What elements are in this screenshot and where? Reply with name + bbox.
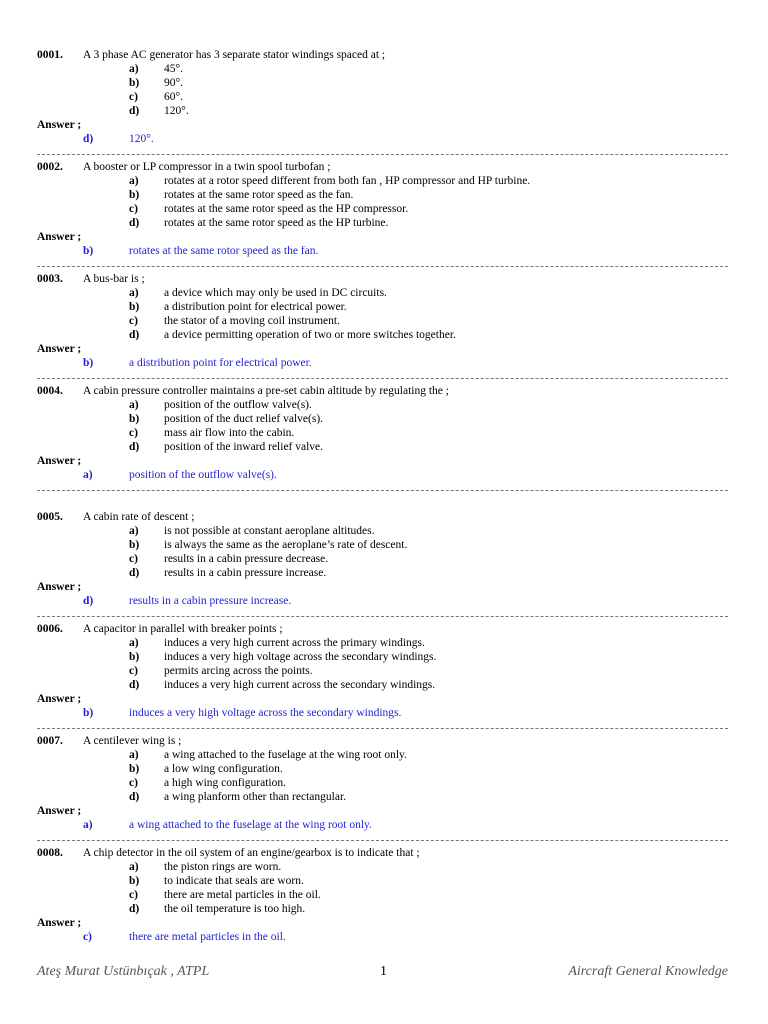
question-number: 0007. [37, 735, 63, 747]
answer-label: Answer ; [37, 693, 82, 705]
option-text: a device permitting operation of two or more switches together. [164, 329, 456, 341]
question-number: 0006. [37, 623, 63, 635]
answer-letter: a) [83, 469, 93, 481]
footer-subject: Aircraft General Knowledge [568, 964, 728, 979]
question-number: 0008. [37, 847, 63, 859]
question-text: A bus-bar is ; [83, 273, 145, 285]
option-text: a distribution point for electrical power. [164, 301, 347, 313]
option-letter: b) [129, 413, 140, 425]
answer-label: Answer ; [37, 119, 82, 131]
option-letter: a) [129, 63, 139, 75]
divider [37, 266, 728, 267]
option-text: induces a very high voltage across the secondary windings. [164, 651, 437, 663]
option-text: position of the duct relief valve(s). [164, 413, 324, 425]
option-text: mass air flow into the cabin. [164, 427, 295, 439]
option-letter: c) [129, 203, 138, 215]
answer-text: induces a very high voltage across the secondary windings. [129, 707, 402, 719]
option-text: permits arcing across the points. [164, 665, 313, 677]
option-text: 90°. [164, 77, 183, 89]
option-letter: c) [129, 889, 138, 901]
question-number: 0002. [37, 161, 63, 173]
option-letter: c) [129, 665, 138, 677]
option-letter: b) [129, 301, 140, 313]
answer-letter: d) [83, 595, 94, 607]
option-text: there are metal particles in the oil. [164, 889, 321, 901]
option-letter: b) [129, 875, 140, 887]
question-0007 [37, 734, 728, 832]
option-letter: d) [129, 441, 140, 453]
divider [37, 840, 728, 841]
question-number: 0004. [37, 385, 63, 397]
option-text: the stator of a moving coil instrument. [164, 315, 340, 327]
page-footer [37, 964, 728, 984]
option-letter: b) [129, 763, 140, 775]
option-letter: a) [129, 399, 139, 411]
option-text: 120°. [164, 105, 189, 117]
question-text: A cabin rate of descent ; [83, 511, 195, 523]
option-text: the oil temperature is too high. [164, 903, 306, 915]
divider [37, 490, 728, 491]
option-text: rotates at a rotor speed different from both fan , HP compressor and HP turbine. [164, 175, 531, 187]
answer-letter: d) [83, 133, 94, 145]
option-letter: c) [129, 427, 138, 439]
question-0006 [37, 622, 728, 720]
question-text: A centilever wing is ; [83, 735, 182, 747]
option-text: induces a very high current across the secondary windings. [164, 679, 436, 691]
option-text: a low wing configuration. [164, 763, 283, 775]
option-letter: c) [129, 777, 138, 789]
question-0001 [37, 48, 728, 146]
answer-label: Answer ; [37, 805, 82, 817]
answer-label: Answer ; [37, 231, 82, 243]
option-letter: b) [129, 77, 140, 89]
option-letter: c) [129, 553, 138, 565]
question-number: 0005. [37, 511, 63, 523]
option-text: a wing attached to the fuselage at the wing root only. [164, 749, 407, 761]
question-text: A capacitor in parallel with breaker points ; [83, 623, 283, 635]
option-text: position of the outflow valve(s). [164, 399, 312, 411]
option-letter: b) [129, 189, 140, 201]
question-0004 [37, 384, 728, 482]
option-text: is not possible at constant aeroplane altitudes. [164, 525, 375, 537]
footer-author: Ateş Murat Ustünbıçak , ATPL [37, 964, 210, 979]
page-number: 1 [380, 964, 387, 979]
option-text: is always the same as the aeroplane’s rate of descent. [164, 539, 408, 551]
answer-letter: a) [83, 819, 93, 831]
question-list [37, 48, 728, 944]
answer-text: position of the outflow valve(s). [129, 469, 277, 481]
option-letter: d) [129, 791, 140, 803]
question-0003 [37, 272, 728, 370]
answer-text: rotates at the same rotor speed as the fan. [129, 245, 319, 257]
answer-letter: b) [83, 357, 94, 369]
option-letter: b) [129, 539, 140, 551]
option-text: results in a cabin pressure decrease. [164, 553, 329, 565]
divider [37, 616, 728, 617]
question-0005 [37, 510, 728, 608]
option-text: 45°. [164, 63, 183, 75]
option-letter: a) [129, 525, 139, 537]
option-text: position of the inward relief valve. [164, 441, 324, 453]
answer-text: a wing attached to the fuselage at the wing root only. [129, 819, 372, 831]
question-number: 0003. [37, 273, 63, 285]
answer-label: Answer ; [37, 343, 82, 355]
option-text: a high wing configuration. [164, 777, 287, 789]
option-letter: d) [129, 105, 140, 117]
option-text: rotates at the same rotor speed as the HP turbine. [164, 217, 389, 229]
option-text: rotates at the same rotor speed as the HP compressor. [164, 203, 409, 215]
option-letter: d) [129, 217, 140, 229]
answer-text: a distribution point for electrical power. [129, 357, 312, 369]
answer-letter: b) [83, 245, 94, 257]
divider [37, 728, 728, 729]
question-0008 [37, 846, 728, 944]
answer-label: Answer ; [37, 581, 82, 593]
question-text: A chip detector in the oil system of an engine/gearbox is to indicate that ; [83, 847, 420, 859]
option-text: to indicate that seals are worn. [164, 875, 304, 887]
question-text: A 3 phase AC generator has 3 separate stator windings spaced at ; [83, 49, 386, 61]
divider [37, 154, 728, 155]
question-text: A cabin pressure controller maintains a pre-set cabin altitude by regulating the ; [83, 385, 449, 397]
answer-label: Answer ; [37, 917, 82, 929]
answer-letter: c) [83, 931, 92, 943]
option-text: a wing planform other than rectangular. [164, 791, 347, 803]
divider [37, 378, 728, 379]
option-letter: a) [129, 861, 139, 873]
option-letter: c) [129, 91, 138, 103]
option-letter: a) [129, 637, 139, 649]
option-letter: d) [129, 567, 140, 579]
question-0002 [37, 160, 728, 258]
option-letter: b) [129, 651, 140, 663]
option-letter: a) [129, 175, 139, 187]
option-text: 60°. [164, 91, 183, 103]
answer-text: 120°. [129, 133, 154, 145]
question-text: A booster or LP compressor in a twin spool turbofan ; [83, 161, 331, 173]
option-letter: d) [129, 903, 140, 915]
option-letter: d) [129, 679, 140, 691]
option-letter: d) [129, 329, 140, 341]
answer-letter: b) [83, 707, 94, 719]
option-text: induces a very high current across the primary windings. [164, 637, 425, 649]
option-text: results in a cabin pressure increase. [164, 567, 327, 579]
option-text: a device which may only be used in DC circuits. [164, 287, 387, 299]
answer-text: results in a cabin pressure increase. [129, 595, 292, 607]
answer-text: there are metal particles in the oil. [129, 931, 286, 943]
question-number: 0001. [37, 49, 63, 61]
answer-label: Answer ; [37, 455, 82, 467]
option-letter: a) [129, 287, 139, 299]
option-text: the piston rings are worn. [164, 861, 282, 873]
option-letter: c) [129, 315, 138, 327]
option-letter: a) [129, 749, 139, 761]
option-text: rotates at the same rotor speed as the fan. [164, 189, 354, 201]
